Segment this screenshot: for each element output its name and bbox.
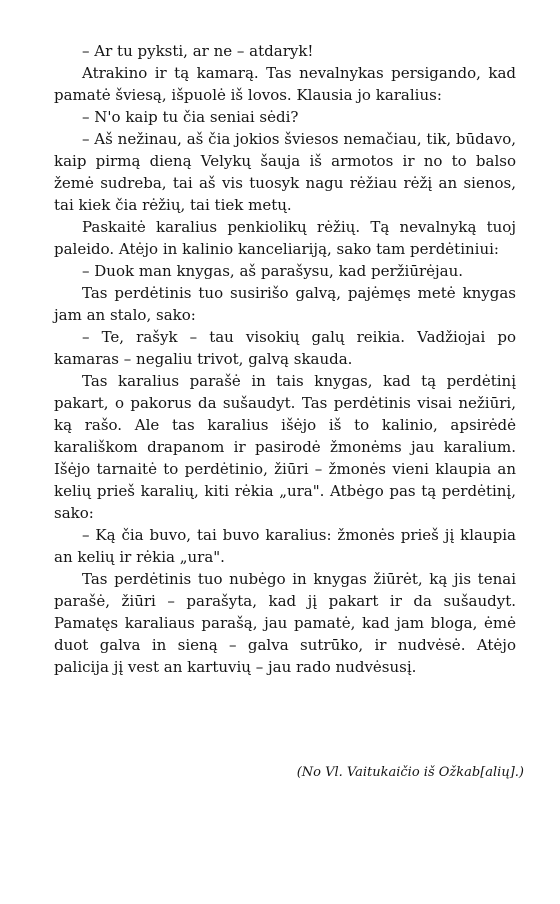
paragraph-6: – Duok man knygas, aš parašysu, kad peržiūrėjau.: [82, 262, 464, 280]
paragraph-2: Atrakino ir tą kamarą. Tas nevalnykas persigando, kad pamatė šviesą, išpuolė iš lovos. Klausia jo karalius:: [54, 64, 516, 104]
story-text: [54, 40, 516, 678]
paragraph-8: – Te, rašyk – tau visokių galų reikia. Vadžiojai po kamaras – negaliu trivot, galvą skauda.: [54, 328, 516, 368]
paragraph-7: Tas perdėtinis tuo susirišo galvą, pajėmęs metė knygas jam an stalo, sako:: [54, 284, 516, 324]
paragraph-1: – Ar tu pyksti, ar ne – atdaryk!: [82, 42, 314, 60]
paragraph-9: Tas karalius parašė in tais knygas, kad tą perdėtinį pakart, o pakorus da sušaudyt. Tas perdėtinis visai nežiūri, ką rašo. Ale tas karalius išėjo iš to kalinio, apsirėdė karališkom drapanom ir pasirodė žmonėms jau karalium. Išėjo tarnaitė to perdėtinio, žiūri – žmonės vieni klaupia an kelių prieš karalių, kiti rėkia „ura". Atbėgo pas tą perdėtinį, sako:: [54, 372, 516, 522]
paragraph-11: Tas perdėtinis tuo nubėgo in knygas žiūrėt, ką jis tenai parašė, žiūri – parašyta, kad jį pakart ir da sušaudyt. Pamatęs karaliaus parašą, jau pamatė, kad jam bloga, ėmė duot galva in sieną – galva sutrūko, ir nudvėsė. Atėjo palicija jį vest an kartuvių – jau rado nudvėsusį.: [54, 570, 516, 676]
paragraph-10: – Ką čia buvo, tai buvo karalius: žmonės prieš jį klaupia an kelių ir rėkia „ura".: [54, 526, 516, 566]
paragraph-5: Paskaitė karalius penkiolikų rėžių. Tą nevalnyką tuoj paleido. Atėjo in kalinio kanceliariją, sako tam perdėtiniui:: [54, 218, 516, 258]
paragraph-4: – Aš nežinau, aš čia jokios šviesos nemačiau, tik, būdavo, kaip pirmą dieną Velykų šauja iš armotos ir no to balso žemė sudreba, tai aš vis tuosyk nagu rėžiau rėžį an sienos, tai kiek čia rėžių, tai tiek metų.: [54, 130, 516, 214]
paragraph-3: – N'o kaip tu čia seniai sėdi?: [82, 108, 299, 126]
source-attribution: (No Vl. Vaitukaičio iš Ožkab[alių].): [296, 765, 524, 780]
